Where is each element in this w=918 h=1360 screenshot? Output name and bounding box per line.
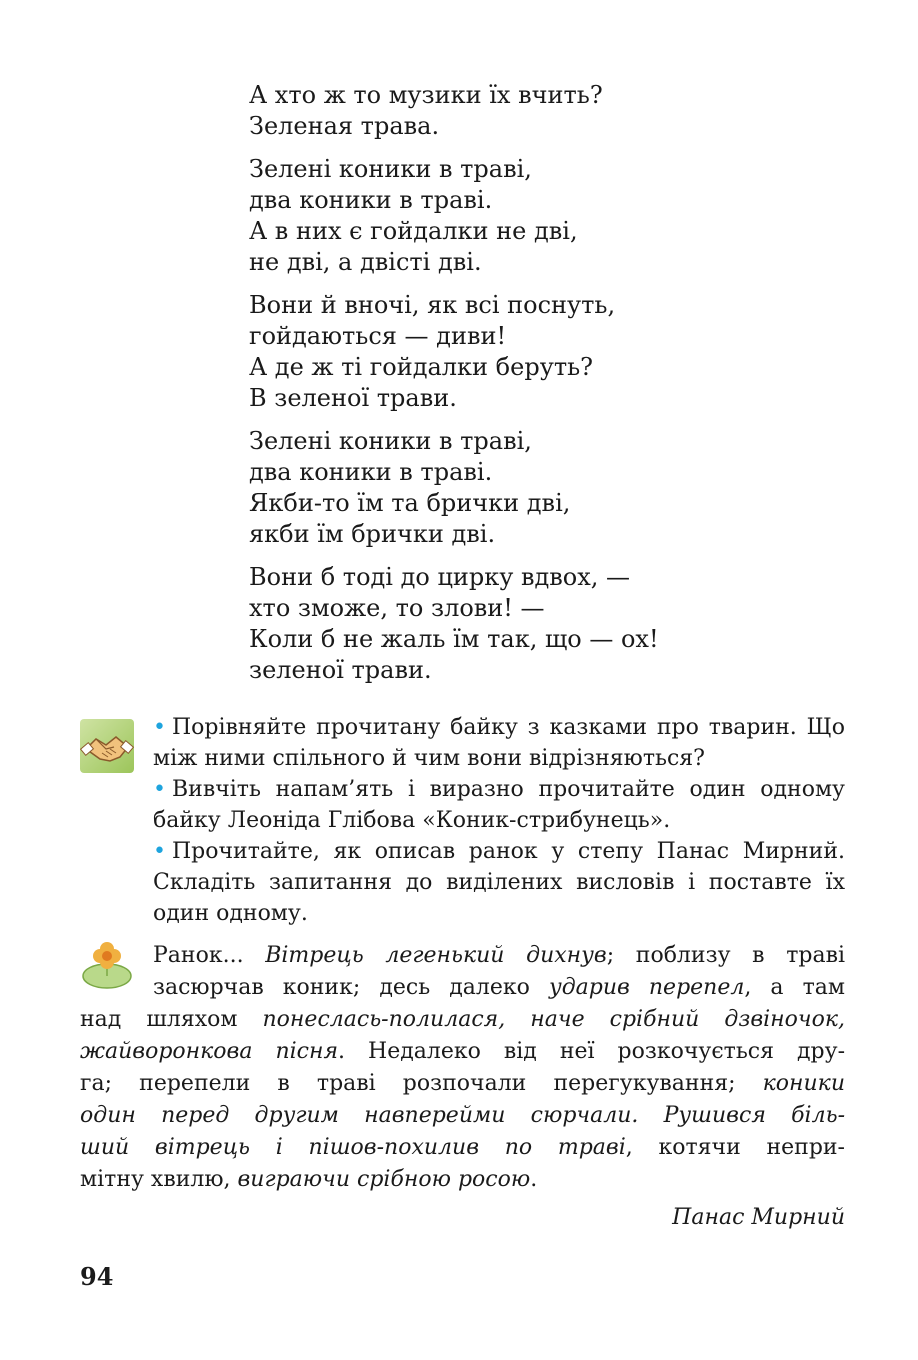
passage-line: засюрчав коник; десь далеко ударив перепел, а там xyxy=(153,975,845,1000)
task-item: • Прочитайте, як описав ранок у степу Панас Мирний. Складіть запитання до виділених висловів і поставте їх один одному. xyxy=(153,839,845,926)
poem-stanza xyxy=(249,154,809,278)
poem-line: Якби-то їм та брички дві, xyxy=(249,489,571,517)
bullet-icon: • xyxy=(153,839,166,864)
poem-stanza xyxy=(249,290,809,414)
poem-stanza xyxy=(249,426,809,550)
page-number: 94 xyxy=(80,1262,114,1291)
poem-line: А в них є гойдалки не дві, xyxy=(249,217,578,245)
poem-line: Коли б не жаль їм так, що — ох! xyxy=(249,625,659,653)
poem-line: Вони б тоді до цирку вдвох, — xyxy=(249,563,631,591)
passage-line: ший вітрець і пішов-похилив по траві, котячи непри- xyxy=(80,1135,845,1160)
handshake-icon xyxy=(80,719,134,773)
poem-line: В зеленої трави. xyxy=(249,384,457,412)
poem-stanza xyxy=(249,562,809,686)
poem-line: якби їм брички дві. xyxy=(249,520,496,548)
poem-line: зеленої трави. xyxy=(249,656,432,684)
poem-line: А де ж ті гойдалки беруть? xyxy=(249,353,594,381)
task-item: • Порівняйте прочитану байку з казками про тварин. Що між ними спільного й чим вони відрізняються? xyxy=(153,715,845,771)
poem-line: Зелені коники в траві, xyxy=(249,155,532,183)
poem-line: Вони й вночі, як всі поснуть, xyxy=(249,291,616,319)
bullet-icon: • xyxy=(153,777,166,802)
passage-line: один перед другим навперейми сюрчали. Рушився біль- xyxy=(80,1103,845,1128)
passage-line: мітну хвилю, виграючи срібною росою. xyxy=(80,1167,538,1192)
poem-line: гойдаються — диви! xyxy=(249,322,507,350)
poem-line: А хто ж то музики їх вчить? xyxy=(249,81,603,109)
poem-stanza xyxy=(249,80,809,142)
poem-line: хто зможе, то злови! — xyxy=(249,594,545,622)
passage-line: над шляхом понеслась-полилася, наче срібний дзвіночок, xyxy=(80,1007,845,1032)
poem-line: Зеленая трава. xyxy=(249,112,440,140)
prose-passage xyxy=(80,940,845,1196)
poem-line: два коники в траві. xyxy=(249,186,493,214)
author-signature: Панас Мирний xyxy=(672,1205,845,1230)
poem-line: не дві, а двісті дві. xyxy=(249,248,482,276)
task-list xyxy=(153,712,845,929)
poem xyxy=(249,80,809,698)
poem-line: Зелені коники в траві, xyxy=(249,427,532,455)
poem-line: два коники в траві. xyxy=(249,458,493,486)
passage-line: га; перепели в траві розпочали перегукування; коники xyxy=(80,1071,845,1096)
passage-line: жайворонкова пісня. Недалеко від неї розкочується дру- xyxy=(80,1039,845,1064)
task-item: • Вивчіть напам’ять і виразно прочитайте один одному байку Леоніда Глібова «Коник-стрибунець». xyxy=(153,777,845,833)
passage-line: Ранок... Вітрець легенький дихнув; поблизу в траві xyxy=(153,943,846,968)
bullet-icon: • xyxy=(153,715,166,740)
